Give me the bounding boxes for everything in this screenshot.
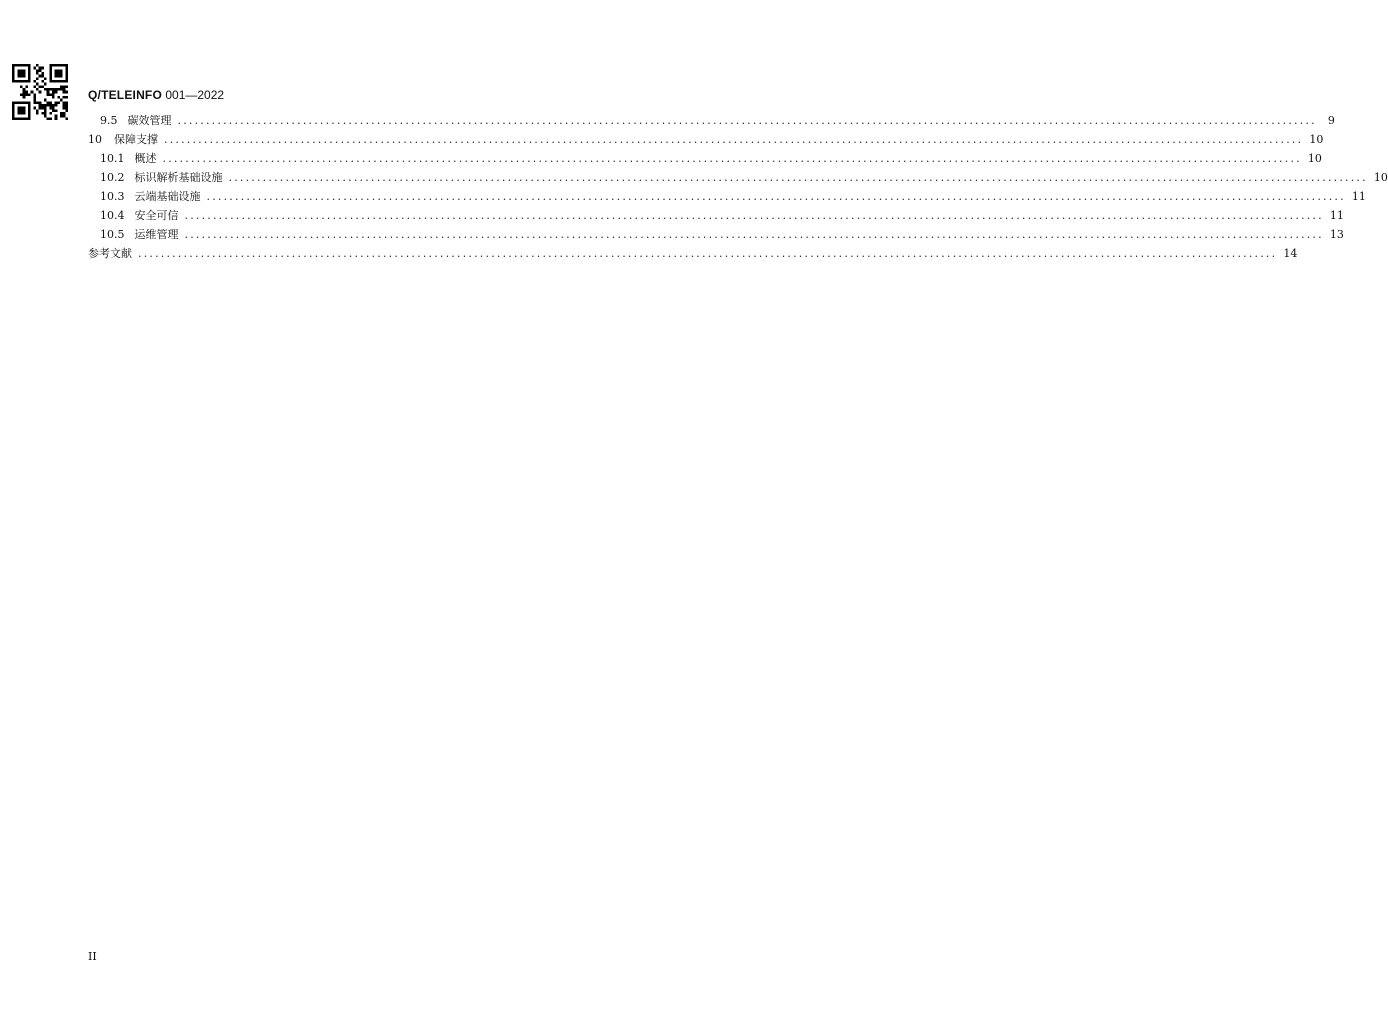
toc-leader-dots: ........................................................................................................................................................................................................: [177, 114, 1317, 127]
toc-entry-title: 运维管理: [134, 228, 179, 241]
toc-entry-number: 9.5: [100, 114, 118, 127]
toc-entry-title: 安全可信: [134, 209, 179, 222]
toc-entry-title: 概述: [134, 152, 157, 165]
toc-entry-number: 10.3: [100, 190, 125, 203]
toc-entry-number: 10.5: [100, 228, 125, 241]
toc-entry[interactable]: [88, 245, 1298, 264]
toc-leader-dots: ........................................................................................................................................................................................................: [162, 152, 1302, 165]
toc-entry-page: 13: [1329, 228, 1344, 241]
toc-leader-dots: ........................................................................................................................................................................................................: [184, 228, 1324, 241]
standard-code: Q/TELEINFO: [88, 88, 162, 102]
toc-entry-title: 云端基础设施: [134, 190, 201, 203]
toc-leader-dots: ........................................................................................................................................................................................................: [206, 190, 1346, 203]
toc-entry-title: 参考文献: [88, 247, 132, 260]
toc-entry-page: 11: [1351, 190, 1366, 203]
document-header: [88, 88, 224, 102]
qr-code-icon: [12, 64, 68, 120]
toc-entry-number: 10.2: [100, 171, 125, 184]
page-number: II: [88, 950, 97, 963]
toc-leader-dots: ........................................................................................................................................................................................................: [184, 209, 1324, 222]
toc-leader-dots: ........................................................................................................................................................................................................: [164, 133, 1304, 146]
toc-entry[interactable]: [88, 226, 1344, 245]
toc-leader-dots: ........................................................................................................................................................................................................: [138, 247, 1278, 260]
toc-entry-title: 标识解析基础设施: [134, 171, 223, 184]
toc-entry-title: 保障支撑: [114, 133, 158, 146]
toc-entry[interactable]: [88, 150, 1322, 169]
toc-entry-page: 10: [1373, 171, 1388, 184]
toc-entry-page: 10: [1307, 152, 1322, 165]
toc-entry-number: 10.4: [100, 209, 125, 222]
table-of-contents: [88, 112, 1388, 264]
toc-entry-page: 10: [1309, 133, 1324, 146]
toc-leader-dots: ........................................................................................................................................................................................................: [228, 171, 1368, 184]
toc-entry-page: 11: [1329, 209, 1344, 222]
toc-entry[interactable]: [88, 112, 1335, 131]
standard-number: 001—2022: [165, 88, 225, 102]
toc-entry-title: 碳效管理: [127, 114, 172, 127]
toc-entry-page: 9: [1327, 114, 1335, 127]
toc-entry[interactable]: [88, 131, 1324, 150]
toc-entry[interactable]: [88, 188, 1366, 207]
toc-entry-number: 10.1: [100, 152, 125, 165]
toc-entry-number: 10: [88, 133, 102, 146]
toc-entry-page: 14: [1283, 247, 1298, 260]
toc-entry[interactable]: [88, 169, 1388, 188]
toc-entry[interactable]: [88, 207, 1344, 226]
